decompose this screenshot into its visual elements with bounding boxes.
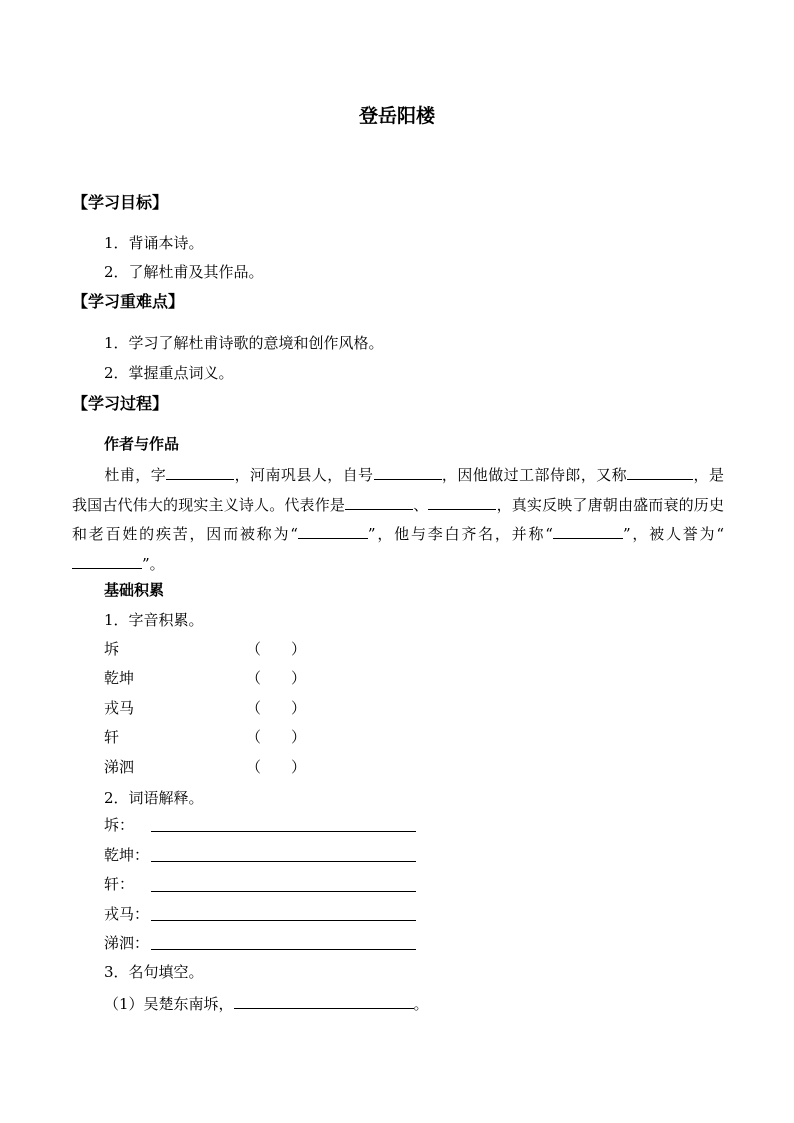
author-text-3: ，因他做过工部侍郎，又称 bbox=[441, 466, 628, 484]
pronunciation-answer-5[interactable]: （ ） bbox=[246, 758, 307, 776]
section-heading-process: 【学习过程】 bbox=[72, 394, 169, 413]
author-text-6: ，真实反映了唐朝由盛而衰的历史和老百姓的疾苦，因而被称为“ bbox=[72, 495, 724, 543]
subheading-basics: 基础积累 bbox=[104, 581, 165, 599]
quote-item-1-prefix: （1）吴楚东南坼， bbox=[104, 995, 234, 1013]
definition-term-5: 涕泗： bbox=[104, 934, 150, 952]
author-text-8: ”，被人誉为“ bbox=[622, 525, 725, 543]
quote-item-1 bbox=[104, 993, 429, 1014]
definition-answer-line-3[interactable] bbox=[151, 891, 416, 892]
author-text-9: ”。 bbox=[142, 554, 165, 573]
section-heading-objectives: 【学习目标】 bbox=[72, 193, 169, 212]
pronunciation-answer-2[interactable]: （ ） bbox=[246, 669, 307, 687]
pronunciation-answer-1[interactable]: （ ） bbox=[246, 640, 307, 658]
blank-self-title[interactable] bbox=[374, 464, 442, 480]
blank-official-title[interactable] bbox=[627, 464, 693, 480]
author-text-2: ，河南巩县人，自号 bbox=[234, 466, 374, 484]
author-text-1: 杜甫，字 bbox=[104, 466, 167, 484]
blank-courtesy-name[interactable] bbox=[166, 464, 234, 480]
author-text-4: ，是我国古代伟大的现实主义诗人。代表作是 bbox=[72, 466, 724, 514]
definition-answer-line-4[interactable] bbox=[151, 920, 416, 921]
quotes-label: 3．名句填空。 bbox=[104, 963, 204, 981]
blank-representative-work-2[interactable] bbox=[428, 494, 496, 510]
pronunciation-word-3: 戎马 bbox=[104, 699, 135, 717]
objective-item-1: 1．背诵本诗。 bbox=[104, 234, 204, 252]
definition-term-3: 轩： bbox=[104, 875, 135, 893]
definition-answer-line-1[interactable] bbox=[151, 831, 416, 832]
pronunciation-word-4: 轩 bbox=[104, 728, 120, 746]
author-text-5: 、 bbox=[413, 495, 429, 514]
pronunciation-word-2: 乾坤 bbox=[104, 669, 135, 687]
objective-item-2: 2．了解杜甫及其作品。 bbox=[104, 263, 264, 281]
pronunciation-answer-3[interactable]: （ ） bbox=[246, 699, 307, 717]
pronunciation-word-5: 涕泗 bbox=[104, 758, 135, 776]
definition-answer-line-5[interactable] bbox=[151, 949, 416, 950]
pronunciation-label: 1．字音积累。 bbox=[104, 611, 204, 629]
page-title: 登岳阳楼 bbox=[358, 105, 435, 127]
blank-honor-title[interactable] bbox=[72, 553, 142, 569]
key-point-item-1: 1．学习了解杜甫诗歌的意境和创作风格。 bbox=[104, 334, 384, 352]
definition-answer-line-2[interactable] bbox=[151, 861, 416, 862]
pronunciation-word-1: 坼 bbox=[104, 640, 120, 658]
section-heading-key-points: 【学习重难点】 bbox=[72, 292, 185, 311]
author-text-7: ”，他与李白齐名，并称“ bbox=[367, 525, 553, 543]
definition-term-2: 乾坤： bbox=[104, 846, 150, 864]
definition-term-4: 戎马： bbox=[104, 905, 150, 923]
pronunciation-answer-4[interactable]: （ ） bbox=[246, 728, 307, 746]
author-paragraph bbox=[72, 461, 724, 579]
definitions-label: 2．词语解释。 bbox=[104, 789, 204, 807]
definition-term-1: 坼： bbox=[104, 816, 135, 834]
key-point-item-2: 2．掌握重点词义。 bbox=[104, 364, 234, 382]
quote-answer-blank-1[interactable] bbox=[234, 993, 414, 1009]
blank-representative-work-1[interactable] bbox=[345, 494, 413, 510]
blank-joint-name[interactable] bbox=[553, 523, 623, 539]
quote-item-1-suffix: 。 bbox=[413, 995, 429, 1013]
subheading-author-works: 作者与作品 bbox=[104, 435, 180, 453]
blank-poetry-name[interactable] bbox=[298, 523, 368, 539]
